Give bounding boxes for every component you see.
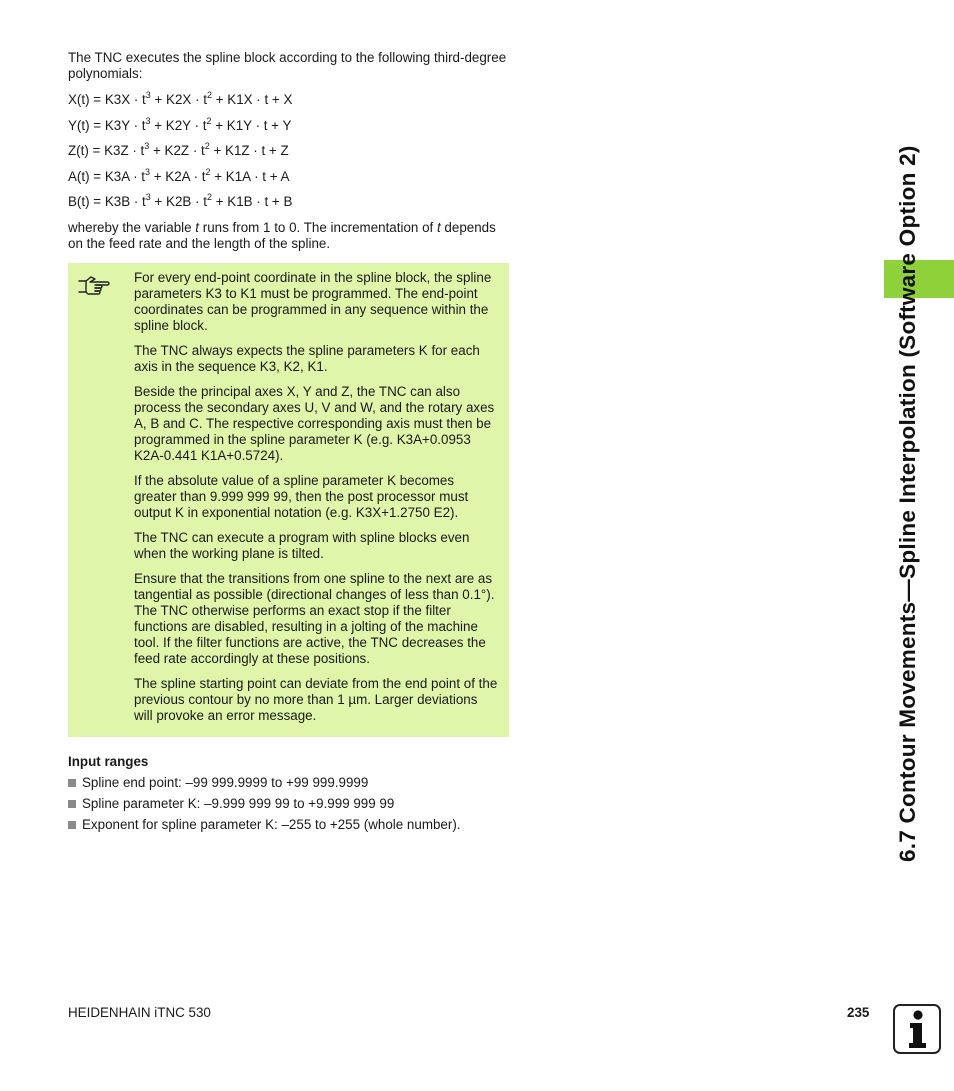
note-paragraph: The spline starting point can deviate from the end point of the previous contour by no more than 1 µm. Larger deviations will provoke an error message. — [134, 676, 498, 723]
list-item: Spline end point: –99 999.9999 to +99 999.9999 — [68, 775, 461, 796]
equation-x: $X(t) = K3X \cdot t^3 + K2X \cdot t^2 + K1X \cdot t + X$ — [68, 89, 293, 107]
footer-product: HEIDENHAIN iTNC 530 — [68, 1005, 211, 1020]
equation-b: $B(t) = K3B \cdot t^3 + K2B \cdot t^2 + K1B \cdot t + B$ — [68, 191, 293, 209]
input-ranges-heading: Input ranges — [68, 754, 149, 769]
bullet-square-icon — [68, 800, 76, 808]
pointing-hand-icon — [78, 274, 112, 300]
equation-a: $A(t) = K3A \cdot t^3 + K2A \cdot t^2 + K1A \cdot t + A$ — [68, 166, 290, 184]
page-number: 235 — [847, 1005, 870, 1020]
whereby-text: whereby the variable t runs from 1 to 0. The incrementation of t depends on the feed rate and the length of the spline. — [68, 220, 496, 251]
list-item: Spline parameter K: –9.999 999 99 to +9.999 999 99 — [68, 796, 461, 817]
note-paragraph: Ensure that the transitions from one spline to the next are as tangential as possible (directional changes of less than 0.1°). The TNC otherwise performs an exact stop if the filter functions are disabled, resulting in a jolting of the machine tool. If the filter functions are active, the TNC decreases the feed rate accordingly at these positions. — [134, 571, 495, 666]
note-paragraph: The TNC always expects the spline parameters K for each axis in the sequence K3, K2, K1. — [134, 343, 480, 374]
equation-z: $Z(t) = K3Z \cdot t^3 + K2Z \cdot t^2 + K1Z \cdot t + Z$ — [68, 140, 289, 158]
note-box — [68, 263, 509, 737]
bullet-square-icon — [68, 821, 76, 829]
note-paragraph: If the absolute value of a spline parameter K becomes greater than 9.999 999 99, then the post processor must output K in exponential notation (e.g. K3X+1.2750 E2). — [134, 473, 469, 520]
note-body — [134, 270, 499, 733]
intro-text: The TNC executes the spline block according to the following third-degree polynomials: — [68, 50, 507, 81]
note-paragraph: For every end-point coordinate in the spline block, the spline parameters K3 to K1 must be programmed. The end-point coordinates can be programmed in any sequence within the spline block. — [134, 270, 492, 333]
note-paragraph: Beside the principal axes X, Y and Z, the TNC can also process the secondary axes U, V and W, and the rotary axes A, B and C. The respective corresponding axis must then be programmed in the spline parameter K (e.g. K3A+0.0953 K2A-0.441 K1A+0.5724). — [134, 384, 495, 463]
info-icon[interactable] — [893, 1004, 941, 1054]
info-glyph — [895, 1006, 939, 1052]
bullet-square-icon — [68, 779, 76, 787]
list-item: Exponent for spline parameter K: –255 to +255 (whole number). — [68, 817, 461, 838]
input-ranges-list — [68, 775, 461, 838]
note-paragraph: The TNC can execute a program with spline blocks even when the working plane is tilted. — [134, 530, 470, 561]
equation-y: $Y(t) = K3Y \cdot t^3 + K2Y \cdot t^2 + K1Y \cdot t + Y$ — [68, 115, 292, 133]
